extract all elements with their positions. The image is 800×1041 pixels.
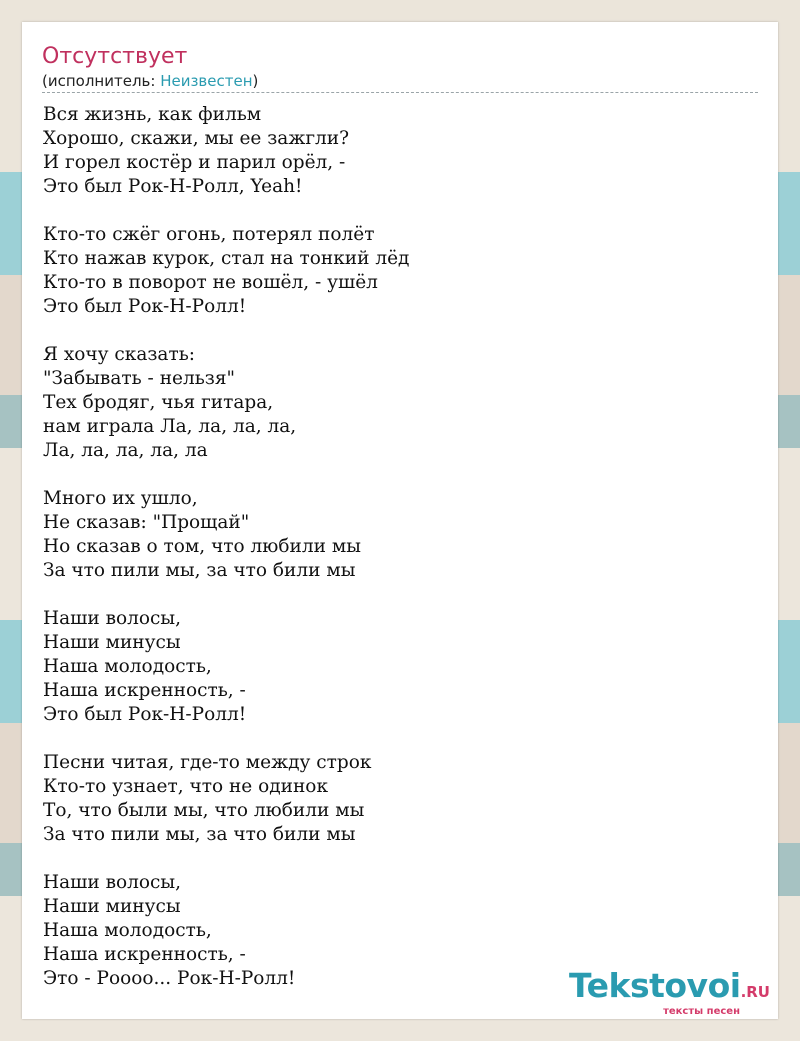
lyric-line: Наша искренность, - <box>43 680 246 701</box>
lyric-line: Наша молодость, <box>43 920 212 941</box>
artist-line <box>42 72 758 90</box>
lyric-line: Наша молодость, <box>43 656 212 677</box>
artist-suffix: ) <box>252 72 259 90</box>
lyric-line: Я хочу сказать: <box>43 344 196 365</box>
lyric-line: нам играла Ла, ла, ла, ла, <box>43 416 297 437</box>
lyric-line: Это был Рок-Н-Ролл, Yeah! <box>43 176 303 197</box>
lyric-line: Наши минусы <box>43 632 181 653</box>
lyric-line: Кто-то сжёг огонь, потерял полёт <box>43 224 375 245</box>
song-title: Отсутствует <box>42 44 188 69</box>
site-logo[interactable] <box>569 966 770 1017</box>
lyric-line: Не сказав: "Прощай" <box>43 512 250 533</box>
lyric-line: Но сказав о том, что любили мы <box>43 536 361 557</box>
lyric-line: За что пили мы, за что били мы <box>43 824 356 845</box>
lyric-line: Наши волосы, <box>43 608 181 629</box>
lyric-line: Вся жизнь, как фильм <box>43 104 262 125</box>
lyric-line: Наши волосы, <box>43 872 181 893</box>
logo-tagline: тексты песен <box>663 1006 740 1017</box>
lyric-line: Кто-то узнает, что не одинок <box>43 776 329 797</box>
lyric-line: Это был Рок-Н-Ролл! <box>43 704 247 725</box>
lyrics-text <box>43 103 409 991</box>
logo-name: Tekstovoi <box>569 966 741 1005</box>
lyric-line: Это был Рок-Н-Ролл! <box>43 296 247 317</box>
lyric-line: Кто-то в поворот не вошёл, - ушёл <box>43 272 378 293</box>
stanza-gap <box>43 463 409 487</box>
lyric-line: Песни читая, где-то между строк <box>43 752 372 773</box>
lyric-line: Наша искренность, - <box>43 944 246 965</box>
stanza-gap <box>43 583 409 607</box>
stanza-gap <box>43 727 409 751</box>
lyric-line: Кто нажав курок, стал на тонкий лёд <box>43 248 410 269</box>
lyric-line: Ла, ла, ла, ла, ла <box>43 440 208 461</box>
artist-link[interactable]: Неизвестен <box>160 72 253 90</box>
lyric-line: Тех бродяг, чья гитара, <box>43 392 274 413</box>
lyric-line: За что пили мы, за что били мы <box>43 560 356 581</box>
lyric-line: Наши минусы <box>43 896 181 917</box>
logo-tld: .RU <box>740 983 770 1001</box>
logo-wordmark <box>569 966 770 1009</box>
artist-prefix: (исполнитель: <box>42 72 161 90</box>
stanza-gap <box>43 847 409 871</box>
lyric-line: "Забывать - нельзя" <box>43 368 236 389</box>
lyric-line: Это - Роооо... Рок-Н-Ролл! <box>43 968 296 989</box>
lyric-line: То, что были мы, что любили мы <box>43 800 365 821</box>
song-header <box>42 42 758 93</box>
stanza-gap <box>43 319 409 343</box>
lyric-line: И горел костёр и парил орёл, - <box>43 152 346 173</box>
lyric-line: Хорошо, скажи, мы ее зажгли? <box>43 128 350 149</box>
lyric-line: Много их ушло, <box>43 488 198 509</box>
lyrics-card <box>22 22 778 1019</box>
stanza-gap <box>43 199 409 223</box>
